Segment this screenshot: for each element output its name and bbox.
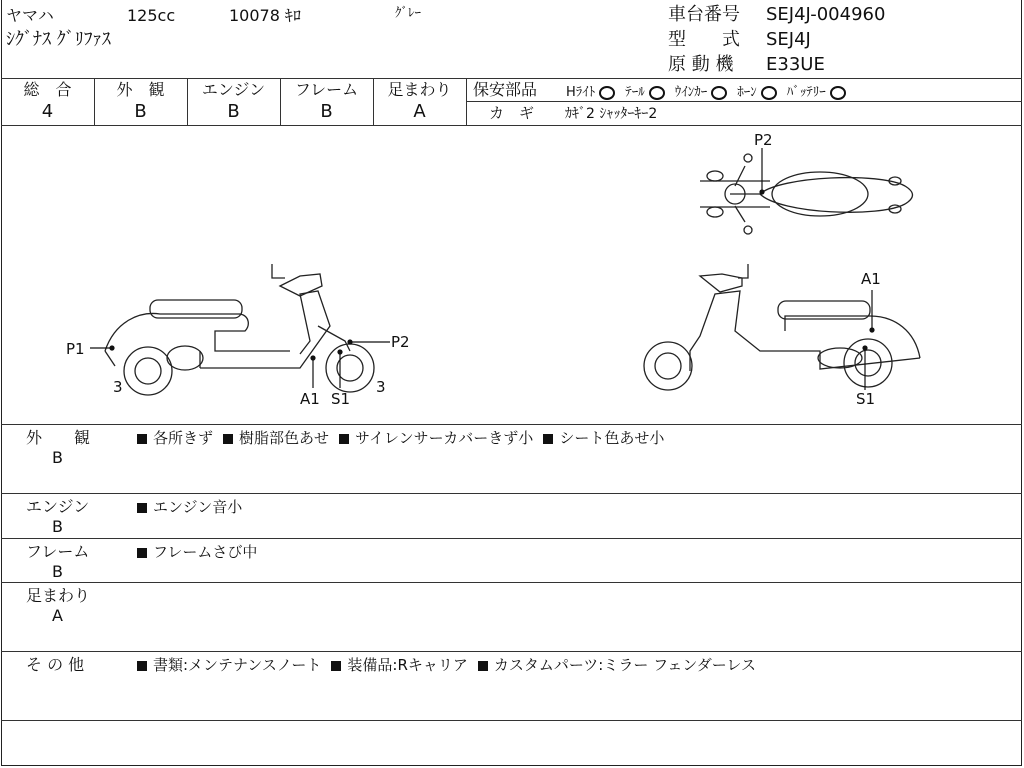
label-left-a1: A1 [300, 390, 320, 408]
divider [1, 424, 1022, 425]
remark-grade: B [52, 562, 63, 581]
maker: ヤマハ [6, 6, 54, 25]
bullet-square-icon [137, 434, 147, 444]
grade-value: 4 [41, 101, 54, 122]
ok-circle-icon [761, 86, 777, 100]
remark-grade: B [52, 517, 63, 536]
bullet-square-icon [137, 503, 147, 513]
divider [466, 78, 467, 125]
key-value: ｶｷﾞ2 ｼｬｯﾀｰｷｰ2 [565, 106, 658, 122]
grade-value: A [413, 101, 426, 122]
engine-label: 原 動 機 [668, 54, 734, 75]
remark-item: エンジン音小 [137, 498, 242, 516]
bullet-square-icon [137, 548, 147, 558]
key-label: カ ギ [489, 104, 535, 122]
frame-no-label: 車台番号 [668, 4, 740, 25]
remark-item: シート色あせ小 [543, 429, 664, 447]
safety-item [787, 85, 846, 100]
safety-item-label: ﾃｰﾙ [625, 85, 645, 100]
remark-item: 樹脂部色あせ [223, 429, 329, 447]
safety-items [566, 81, 856, 100]
remark-item: カスタムパーツ:ミラー フェンダーレス [478, 656, 756, 674]
mileage: 10078 ｷﾛ [229, 6, 301, 25]
model-name: ｼｸﾞﾅｽ ｸﾞﾘﾌｧｽ [6, 29, 111, 50]
label-right-s1: S1 [856, 390, 876, 408]
remark-title: 外 観 [26, 428, 91, 447]
safety-item-label: ﾊﾞｯﾃﾘｰ [786, 85, 826, 100]
ok-circle-icon [599, 86, 615, 100]
model-label: 型 式 [668, 29, 740, 50]
safety-item [625, 85, 665, 100]
bullet-square-icon [223, 434, 233, 444]
safety-item-label: ｳｲﾝｶｰ [674, 85, 708, 100]
label-left-p1: P1 [66, 340, 85, 358]
bullet-square-icon [339, 434, 349, 444]
scooter-top-view [700, 154, 913, 234]
label-right-a1: A1 [861, 270, 881, 288]
label-top-p2: P2 [754, 131, 773, 149]
remark-grade: A [52, 606, 63, 625]
remark-title: エンジン [26, 497, 90, 516]
safety-item [737, 85, 777, 100]
remark-title: そ の 他 [26, 655, 85, 674]
bullet-square-icon [478, 661, 488, 671]
bullet-square-icon [331, 661, 341, 671]
safety-item-label: ﾎｰﾝ [737, 85, 757, 100]
grade-label: フレーム [294, 80, 359, 99]
grade-label: 足まわり [387, 80, 452, 99]
grade-label: 外 観 [116, 80, 165, 99]
grade-value: B [227, 101, 240, 122]
bullet-square-icon [543, 434, 553, 444]
remark-grade: B [52, 448, 63, 467]
divider [1, 493, 1022, 494]
scooter-left-view [105, 264, 374, 395]
safety-item [566, 85, 615, 100]
divider [1, 538, 1022, 539]
divider [1, 78, 1022, 79]
displacement: 125cc [127, 6, 176, 25]
remark-item: フレームさび中 [137, 543, 257, 561]
divider [1, 651, 1022, 652]
ok-circle-icon [649, 86, 665, 100]
label-left-3b: 3 [376, 378, 386, 396]
remark-items [137, 428, 674, 448]
remark-item: サイレンサーカバーきず小 [339, 429, 533, 447]
bullet-square-icon [137, 661, 147, 671]
label-left-s1: S1 [331, 390, 351, 408]
safety-label: 保安部品 [473, 80, 538, 99]
model-code: SEJ4J [766, 29, 811, 50]
frame-no: SEJ4J-004960 [766, 4, 886, 25]
remark-item: 装備品:Rキャリア [331, 656, 467, 674]
divider [1, 720, 1022, 721]
color: ｸﾞﾚｰ [395, 6, 421, 21]
remark-title: 足まわり [26, 586, 91, 605]
grade-value: B [320, 101, 333, 122]
remark-item: 書類:メンテナンスノート [137, 656, 321, 674]
ok-circle-icon [830, 86, 846, 100]
remark-items [137, 497, 252, 517]
safety-item-label: Hﾗｲﾄ [566, 85, 596, 100]
grade-label: エンジン [201, 80, 266, 99]
remark-items [137, 655, 766, 675]
label-left-3a: 3 [113, 378, 123, 396]
remark-title: フレーム [26, 542, 90, 561]
ok-circle-icon [711, 86, 727, 100]
engine-code: E33UE [766, 54, 825, 75]
grade-value: B [134, 101, 147, 122]
grade-label: 総 合 [23, 80, 72, 99]
label-left-p2: P2 [391, 333, 410, 351]
divider [467, 101, 1022, 102]
divider [1, 582, 1022, 583]
safety-item [675, 85, 728, 100]
remark-item: 各所きず [137, 429, 213, 447]
remark-items [137, 542, 267, 562]
